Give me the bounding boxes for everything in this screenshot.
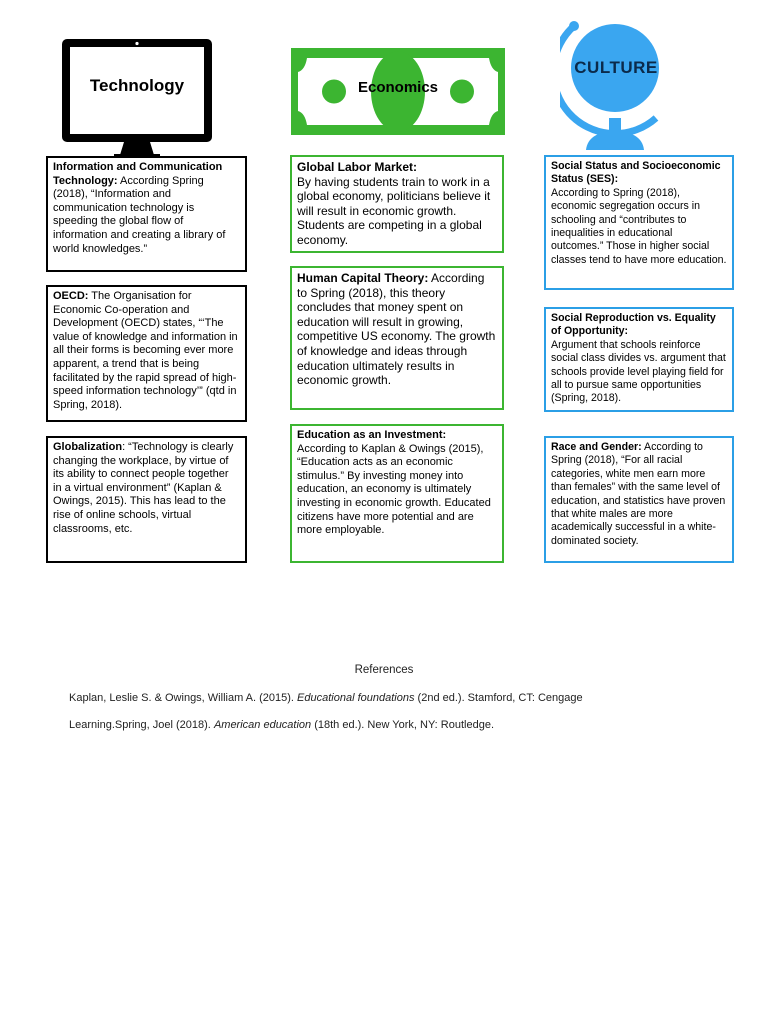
- econ-box-investment: [290, 424, 504, 563]
- culture-box-ses-body: According to Spring (2018), economic segregation occurs in schooling and “contributes to inequalities in educational outcomes.” Those in higher social classes tend to have more education.: [551, 186, 727, 266]
- reference-line-1-post: (2nd ed.). Stamford, CT: Cengage: [414, 692, 583, 704]
- culture-box-race-gender: [544, 436, 734, 563]
- econ-box-human-capital-title: Human Capital Theory:: [297, 271, 429, 285]
- culture-box-ses-title: Social Status and Socioeconomic Status (SES):: [551, 160, 721, 186]
- reference-line-1-title: Educational foundations: [297, 692, 415, 704]
- culture-box-reproduction-body: Argument that schools reinforce social class divides vs. argument that schools provide level playing field for all to pursue same opportunities (Spring, 2018).: [551, 338, 726, 405]
- tech-box-oecd-body: The Organisation for Economic Co-operation and Development (OECD) states, “‘The value of knowledge and information in all their forms is becoming ever more apparent, a trend that is being facilitated by the rapid spread of high-speed information technology’” (qtd in Spring, 2018).: [53, 290, 238, 411]
- reference-line-2-title: American education: [213, 719, 312, 731]
- econ-box-investment-title: Education as an Investment:: [297, 429, 447, 441]
- tech-box-ict-body: According Spring (2018), “Information and communication technology is speeding the global flow of information and creating a library of world knowledges.”: [53, 174, 226, 255]
- tech-box-globalization-body: : “Technology is clearly changing the workplace, by virtue of its ability to connect people together in a virtual environment” (Kaplan & Owings, 2015). This has lead to the rise of online schools, virtual classrooms, etc.: [53, 441, 234, 535]
- economics-label: Economics: [357, 79, 439, 96]
- reference-line-1: [69, 692, 583, 704]
- reference-line-2-pre: Learning.Spring, Joel (2018).: [69, 719, 214, 731]
- econ-box-labor-title: Global Labor Market:: [297, 160, 418, 174]
- culture-label: CULTURE: [574, 58, 658, 77]
- culture-box-reproduction-title: Social Reproduction vs. Equality of Opportunity:: [551, 312, 716, 338]
- globe-icon: [560, 14, 672, 150]
- econ-box-labor: [290, 155, 504, 253]
- tech-box-ict-title: Information and Communication Technology:: [53, 161, 223, 187]
- econ-box-labor-body: By having students train to work in a global economy, politicians believe it will result in economic growth. Students are competing in a global economy.: [297, 174, 491, 247]
- computer-monitor-icon: [62, 39, 212, 161]
- tech-box-oecd-title: OECD:: [53, 290, 89, 302]
- reference-line-2-post: (18th ed.). New York, NY: Routledge.: [311, 719, 494, 731]
- tech-box-globalization-title: Globalization: [53, 441, 123, 453]
- econ-box-investment-body: According to Kaplan & Owings (2015), “Education acts as an economic stimulus.” By investing money into education, an economy is ultimately investing in economic growth. Educated citizens have more potential and are more employable.: [297, 442, 491, 537]
- culture-box-race-gender-body: According to Spring (2018), “For all racial categories, white men earn more than females” with the same level of education, and statistics have proven that white males are more academically successful in a white-dominated society.: [551, 441, 726, 547]
- reference-line-2: [69, 719, 494, 731]
- culture-box-race-gender-title: Race and Gender:: [551, 441, 642, 453]
- technology-label: Technology: [89, 76, 185, 95]
- tech-box-oecd: [46, 285, 247, 422]
- econ-box-human-capital-body: According to Spring (2018), this theory concludes that money spent on education will result in growing, competitive US economy. The growth of knowledge and ideas through education ultimately results in economic growth.: [297, 271, 496, 388]
- tech-box-globalization: [46, 436, 247, 563]
- culture-box-reproduction: [544, 307, 734, 412]
- reference-line-1-pre: Kaplan, Leslie S. & Owings, William A. (2015).: [69, 692, 298, 704]
- references-heading: References: [354, 664, 414, 676]
- tech-box-ict: [46, 156, 247, 272]
- culture-box-ses: [544, 155, 734, 290]
- econ-box-human-capital: [290, 266, 504, 410]
